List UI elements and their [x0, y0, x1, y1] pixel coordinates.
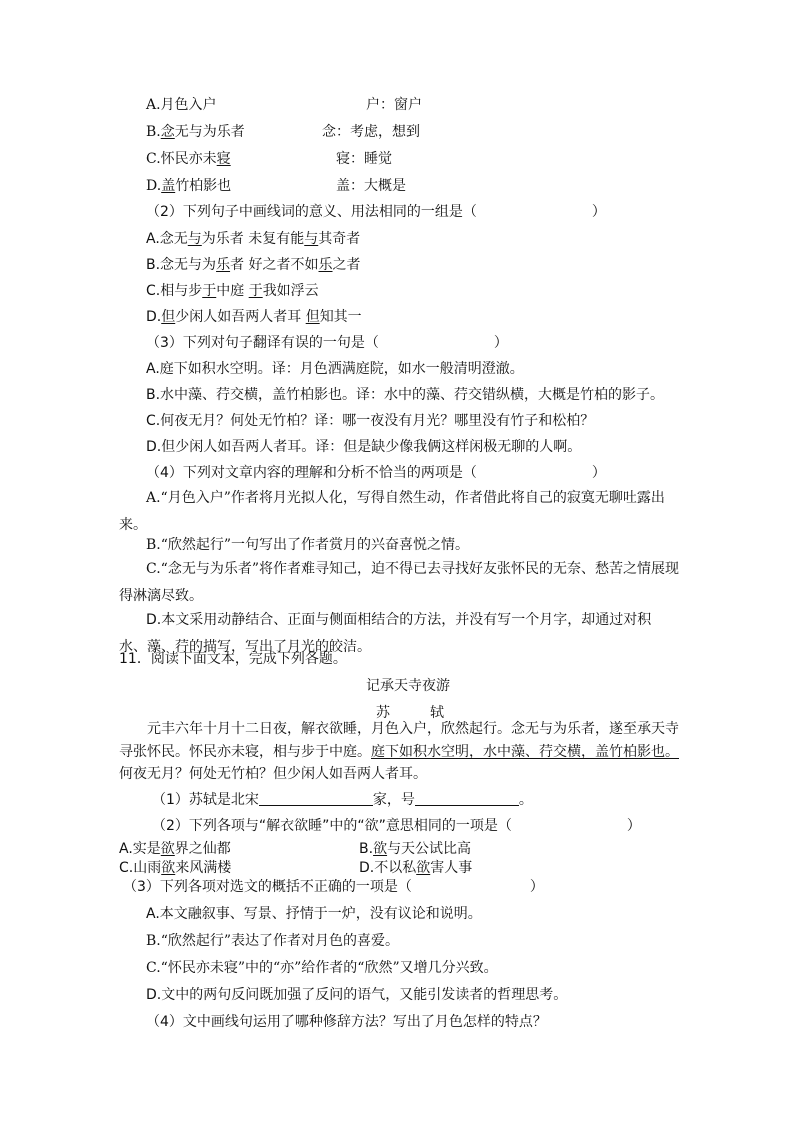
- stem-close: ）: [493, 335, 508, 351]
- q10-p2-option-d: [146, 308, 362, 326]
- passage-body: [119, 718, 679, 786]
- stem-close: ）: [529, 879, 544, 895]
- option-text: 界之仙都: [174, 841, 231, 857]
- underlined-word: 乐: [216, 257, 231, 273]
- option-text: C.相与步: [146, 283, 203, 299]
- option-text: 为乐者 未复有能: [201, 231, 305, 247]
- option-prefix: D.: [146, 178, 162, 194]
- stem-text: （2）下列句子中画线词的意义、用法相同的一组是（: [146, 204, 477, 220]
- underlined-word: 但: [305, 309, 320, 325]
- stem-text: （4）下列对文章内容的理解和分析不恰当的两项是（: [146, 465, 477, 481]
- option-text: 之者: [332, 257, 361, 273]
- answer-space[interactable]: [512, 818, 627, 832]
- stem-close: ）: [591, 465, 606, 481]
- q10-p2-option-a: [146, 230, 360, 248]
- underlined-word: 念: [160, 124, 175, 140]
- underlined-word: 欲: [416, 860, 431, 876]
- stem-text: （3）下列对句子翻译有误的一句是（: [146, 335, 379, 351]
- option-text: C.怀民亦未: [146, 151, 217, 167]
- q11-p2-option-c: [119, 859, 231, 877]
- stem-text: （3）下列各项对选文的概括不正确的一项是（: [123, 879, 412, 895]
- q10-p3-option-c: C.何夜无月？何处无竹柏？译：哪一夜没有月光？哪里没有竹子和松柏？: [146, 413, 595, 429]
- q10-p3-stem: [146, 334, 508, 352]
- answer-space[interactable]: [412, 879, 530, 893]
- stem-close: ）: [591, 204, 606, 220]
- option-text: 其奇者: [318, 231, 361, 247]
- q10-p1-gloss-a: 户：窗户: [366, 97, 422, 113]
- q10-p1-option-a: [146, 96, 217, 114]
- option-text: 少闲人如吾两人者耳: [175, 309, 306, 325]
- q10-p4-option-c: C.“念无与为乐者”将作者难寻知己，迫不得已去寻找好友张怀民的无奈、愁苦之情展现得淋漓尽致。: [119, 561, 679, 604]
- option-text: B.念无与为: [146, 257, 217, 273]
- option-text: 知其一: [319, 309, 362, 325]
- option-text: A.念无: [146, 231, 188, 247]
- underlined-word: 欲: [160, 841, 175, 857]
- option-text: 竹柏影也: [175, 178, 232, 194]
- q10-p1-gloss-d: 盖：大概是: [336, 178, 406, 194]
- q10-p1-option-d: [146, 177, 231, 195]
- q10-p1-gloss-b: 念：考虑，想到: [322, 124, 420, 140]
- q11-p3-option-b: B.“欣然起行”表达了作者对月色的喜爱。: [146, 933, 400, 949]
- q10-p3-option-d: D.但少闲人如吾两人者耳。译：但是缺少像我俩这样闲极无聊的人啊。: [146, 439, 582, 455]
- q10-p4-option-d: D.本文采用动静结合、正面与侧面相结合的方法，并没有写一个月字，却通过对积水、藻、荇的描写，写出了月光的皎洁。: [119, 612, 652, 655]
- q10-p4-option-a: A.“月色入户”作者将月光拟人化，写得自然生动，作者借此将自己的寂寞无聊吐露出来。: [119, 490, 665, 533]
- option-prefix: B.: [146, 124, 161, 140]
- option-text: A.月色入户: [146, 97, 217, 113]
- q10-p2-option-c: [146, 282, 319, 300]
- q10-p4-stem: [146, 464, 606, 482]
- q11-p2-option-d: [359, 859, 472, 877]
- q11-p2-option-b: [359, 840, 471, 858]
- underlined-word: 与: [304, 231, 319, 247]
- underlined-word: 与: [187, 231, 202, 247]
- underlined-word: 寝: [216, 151, 231, 167]
- q10-p3-option-a: A.庭下如积水空明。译：月色洒满庭院，如水一般清明澄澈。: [146, 361, 524, 377]
- stem-close: ）: [626, 818, 641, 834]
- underlined-word: 于: [248, 283, 263, 299]
- q11-p3-stem: [123, 878, 544, 896]
- option-text: D.: [146, 309, 162, 325]
- q11-p2-option-a: [119, 840, 231, 858]
- q10-p1-option-b: [146, 123, 245, 141]
- q10-p2-option-b: [146, 256, 361, 274]
- passage-text: 何夜无月？何处无竹柏？但少闲人如吾两人者耳。: [119, 766, 427, 782]
- option-text: 与天公试比高: [387, 841, 472, 857]
- q11-p1: [152, 791, 533, 809]
- q10-p3-option-b: B.水中藻、荇交横，盖竹柏影也。译：水中的藻、荇交错纵横，大概是竹柏的影子。: [146, 387, 665, 403]
- q11-p3-option-c: C.“怀民亦未寝”中的“亦”给作者的“欣然”又增几分兴致。: [146, 960, 498, 976]
- underlined-word: 于: [202, 283, 217, 299]
- stem-text: 家，号: [372, 792, 415, 808]
- underlined-sentence: 庭下如积水空明，水中藻、荇交横，盖竹柏影也。: [371, 743, 679, 760]
- underlined-word: 但: [161, 309, 176, 325]
- option-text: C.山雨: [119, 860, 162, 876]
- option-prefix: B.: [359, 841, 374, 857]
- underlined-word: 乐: [318, 257, 333, 273]
- passage-author-first: 苏: [376, 705, 390, 721]
- underlined-word: 欲: [373, 841, 388, 857]
- answer-blank-pen-name[interactable]: [415, 791, 519, 806]
- stem-text: （1）苏轼是北宋: [152, 792, 259, 808]
- underlined-word: 欲: [161, 860, 176, 876]
- option-text: 中庭: [216, 283, 249, 299]
- option-text: A.实是: [119, 841, 161, 857]
- q11-p3-option-d: D.文中的两句反问既加强了反问的语气，又能引发读者的哲理思考。: [146, 987, 568, 1003]
- option-text: D.不以私: [359, 860, 417, 876]
- stem-text: （2）下列各项与“解衣欲睡”中的“欲”意思相同的一项是（: [152, 818, 512, 834]
- underlined-word: 盖: [161, 178, 176, 194]
- option-text: 者 好之者不如: [230, 257, 319, 273]
- q10-p4-option-b: B.“欣然起行”一句写出了作者赏月的兴奋喜悦之情。: [146, 537, 470, 553]
- option-text: 害人事: [430, 860, 473, 876]
- option-text: 来风满楼: [175, 860, 232, 876]
- option-text: 无与为乐者: [174, 124, 245, 140]
- q10-p2-stem: [146, 203, 606, 221]
- answer-blank-dynasty[interactable]: [259, 791, 373, 806]
- q10-p1-gloss-c: 寝：睡觉: [336, 151, 392, 167]
- stem-text: 。: [518, 792, 533, 808]
- option-text: 我如浮云: [262, 283, 319, 299]
- q10-p1-option-c: [146, 150, 231, 168]
- answer-space[interactable]: [477, 204, 592, 218]
- q11-p3-option-a: A.本文融叙事、写景、抒情于一炉，没有议论和说明。: [146, 906, 482, 922]
- passage-author-last: 轼: [430, 705, 444, 721]
- q11-heading: 11．阅读下面文本，完成下列各题。: [119, 651, 347, 667]
- q11-p2-stem: [152, 817, 641, 835]
- passage-title: 记承天寺夜游: [366, 678, 450, 694]
- answer-space[interactable]: [379, 335, 494, 349]
- q11-p4: （4）文中画线句运用了哪种修辞方法？写出了月色怎样的特点？: [146, 1014, 547, 1030]
- answer-space[interactable]: [477, 465, 592, 479]
- passage-text: 元丰六年十月十二日夜，解衣欲睡，月色入户，欣然起行。念无与为乐者，遂至承天寺寻张怀民。怀民亦未寝，相与步于中庭。: [119, 721, 679, 760]
